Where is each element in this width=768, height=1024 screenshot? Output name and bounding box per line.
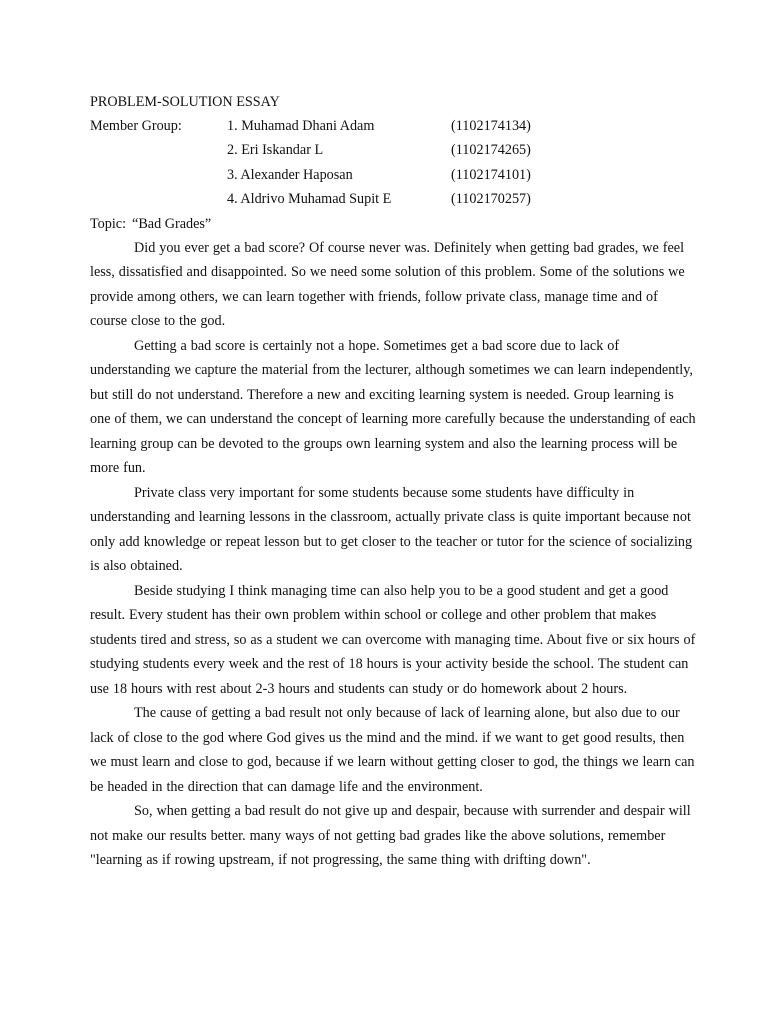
member-name: 3. Alexander Haposan <box>227 166 353 183</box>
topic-value: “Bad Grades” <box>132 215 212 232</box>
essay-paragraph: The cause of getting a bad result not only because of lack of learning alone, but also due to our lack of close to the god where God gives us the mind and the mind. if we want to get good results, then we must learn and close to god, because if we learn without getting closer to god, the things we learn can be headed in the direction that can damage life and the environment. <box>90 705 695 795</box>
member-id: (1102174265) <box>451 142 531 159</box>
member-group <box>90 114 696 212</box>
member-name: 4. Aldrivo Muhamad Supit E <box>227 191 392 208</box>
document-page <box>90 90 696 873</box>
member-id: (1102174134) <box>451 118 531 134</box>
member-id: (1102174101) <box>451 166 531 183</box>
topic-label: Topic: <box>90 215 127 232</box>
member-name: 1. Muhamad Dhani Adam <box>227 118 375 134</box>
essay-paragraph: Private class very important for some students because some students have difficulty in understanding and learning lessons in the classroom, actually private class is quite important because not only add knowledge or repeat lesson but to get closer to the teacher or tutor for the science of socializing is also obtained. <box>90 484 693 575</box>
essay-paragraph: So, when getting a bad result do not give up and despair, because with surrender and despair will not make our results better. many ways of not getting bad grades like the above solutions, remember "learning as if rowing upstream, if not progressing, the same thing with drifting down". <box>90 803 691 869</box>
member-group-label: Member Group: <box>90 118 182 134</box>
topic-line <box>90 212 696 236</box>
essay-paragraph: Beside studying I think managing time can also help you to be a good student and get a good result. Every student has their own problem within school or college and other problem that makes students tired and stress, so as a student we can overcome with managing time. About five or six hours of studying students every week and the rest of 18 hours is your activity beside the school. The student can use 18 hours with rest about 2-3 hours and students can study or do homework about 2 hours. <box>90 582 696 697</box>
essay-paragraph: Did you ever get a bad score? Of course never was. Definitely when getting bad grades, we feel less, dissatisfied and disappointed. So we need some solution of this problem. Some of the solutions we provide among others, we can learn together with friends, follow private class, manage time and of course close to the god. <box>90 239 685 330</box>
member-row <box>90 114 696 138</box>
member-name: 2. Eri Iskandar L <box>227 142 324 159</box>
essay-paragraph: Getting a bad score is certainly not a hope. Sometimes get a bad score due to lack of understanding we capture the material from the lecturer, although sometimes we can learn independently, but still do not understand. Therefore a new and exciting learning system is needed. Group learning is one of them, we can understand the concept of learning more carefully because the understanding of each learning group can be devoted to the groups own learning system and also the learning process will be more fun. <box>90 337 696 477</box>
member-row <box>90 138 696 162</box>
member-id: (1102170257) <box>451 191 531 208</box>
member-row <box>90 187 696 211</box>
essay-body <box>90 236 696 873</box>
member-row <box>90 163 696 187</box>
document-title: PROBLEM-SOLUTION ESSAY <box>90 94 280 110</box>
